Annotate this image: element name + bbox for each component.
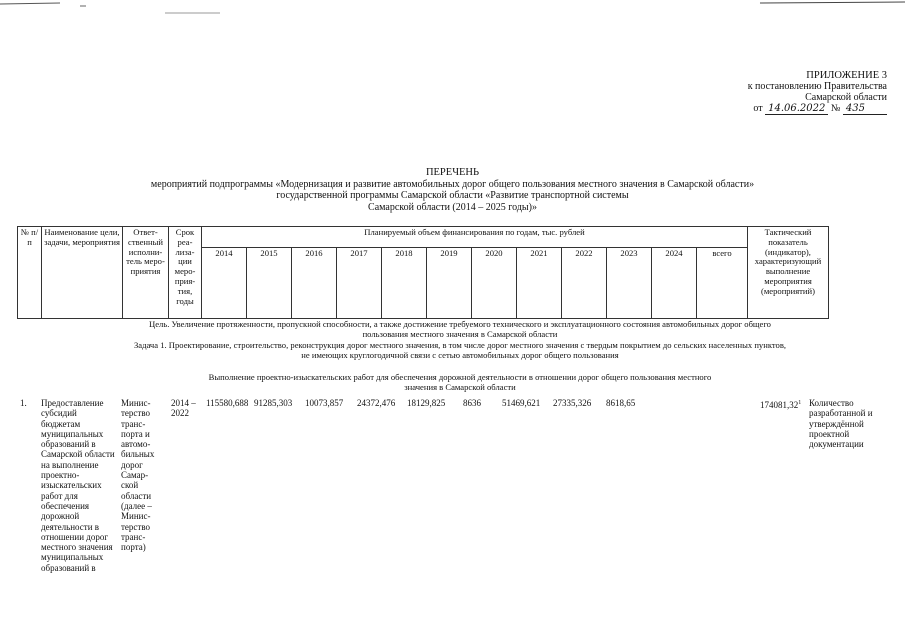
header-total: всего [697, 248, 748, 319]
header-responsible: Ответ-ственный исполни-тель меро-приятия [123, 227, 169, 319]
header-year: 2020 [472, 248, 517, 319]
heading-caption: ПЕРЕЧЕНЬ [425, 167, 480, 178]
number-prefix: № [830, 103, 841, 114]
header-year: 2019 [427, 248, 472, 319]
document-heading [0, 167, 905, 213]
row-value-2016: 10073,857 [305, 398, 344, 408]
header-year: 2014 [202, 248, 247, 319]
header-table [17, 226, 829, 319]
date-value: 14.06.2022 [765, 103, 828, 115]
row-total [760, 398, 801, 410]
appendix-date-line [748, 103, 887, 114]
header-num: № п/п [18, 227, 42, 319]
appendix-line2: Самарской области [805, 92, 887, 103]
row-total-footnote: 1 [798, 400, 802, 406]
row-num: 1. [20, 398, 27, 408]
scan-marks [0, 0, 905, 30]
row-value-2017: 24372,476 [357, 398, 396, 408]
heading-line1: мероприятий подпрограммы «Модернизация и развитие автомобильных дорог общего пользования местного значения в Самарской области» [150, 178, 755, 190]
header-year: 2022 [562, 248, 607, 319]
task-heading: Задача 1. Проектирование, строительство, реконструкция дорог местного значения, в том числе дорог местного значения с твердым покрытием до сельских населенных пунктов, не имеющих круглогодичной связи с сетью автомобильных дорог общего пользования [133, 340, 787, 361]
row-value-2021: 27335,326 [553, 398, 592, 408]
heading-line3: Самарской области (2014 – 2025 годы)» [368, 201, 537, 213]
header-year: 2017 [337, 248, 382, 319]
header-year: 2016 [292, 248, 337, 319]
goal-heading: Цель. Увеличение протяженности, пропускной способности, а также достижение требуемого технического и эксплуатационного состояния автомобильных дорог общего пользования местного значения в Самарской области [149, 319, 771, 340]
row-value-2014: 115580,688 [206, 398, 249, 408]
activity-heading: Выполнение проектно-изыскательских работ для обеспечения дорожной деятельности в отношении дорог общего пользования местного значения в Самарской области [208, 372, 712, 393]
row-indicator: Количество разработанной и утверждённой проектной документации [809, 398, 873, 450]
row-value-2019: 8636 [463, 398, 481, 408]
row-total-value: 174081,32 [760, 400, 799, 410]
appendix-line1: к постановлению Правительства [747, 81, 887, 92]
appendix-title: ПРИЛОЖЕНИЕ 3 [806, 70, 887, 81]
header-name: Наименование цели, задачи, мероприятия [42, 227, 123, 319]
header-term: Срок реа-лиза-ции меро-прия-тия, годы [169, 227, 202, 319]
heading-line2: государственной программы Самарской области «Развитие транспортной системы [276, 190, 629, 201]
row-value-2015: 91285,303 [254, 398, 293, 408]
number-value: 435 [843, 103, 887, 115]
row-value-2018: 18129,825 [407, 398, 446, 408]
header-year: 2023 [607, 248, 652, 319]
header-year: 2015 [247, 248, 292, 319]
header-year: 2018 [382, 248, 427, 319]
date-prefix: от [753, 103, 763, 114]
appendix-block [748, 70, 887, 114]
row-name: Предоставление субсидий бюджетам муниципальных образований в Самарской области на выполнение проектно-изыскательских работ для обеспечения дорожной деятельности в отношении дорог местного значения муниципальных образований в [41, 398, 115, 573]
row-value-2022: 8618,65 [606, 398, 636, 408]
row-value-2020: 51469,621 [502, 398, 541, 408]
header-indicator: Тактический показатель (индикатор), характеризующий выполнение мероприятия (мероприятий) [748, 227, 829, 319]
row-responsible: Минис-терство транс-порта и автомо-бильных дорог Самар-ской области (далее – Минис-терство транс-порта) [121, 398, 155, 553]
header-year: 2021 [517, 248, 562, 319]
header-year: 2024 [652, 248, 697, 319]
header-financing: Планируемый объем финансирования по годам, тыс. рублей [202, 227, 748, 248]
row-term: 2014 – 2022 [171, 398, 196, 419]
